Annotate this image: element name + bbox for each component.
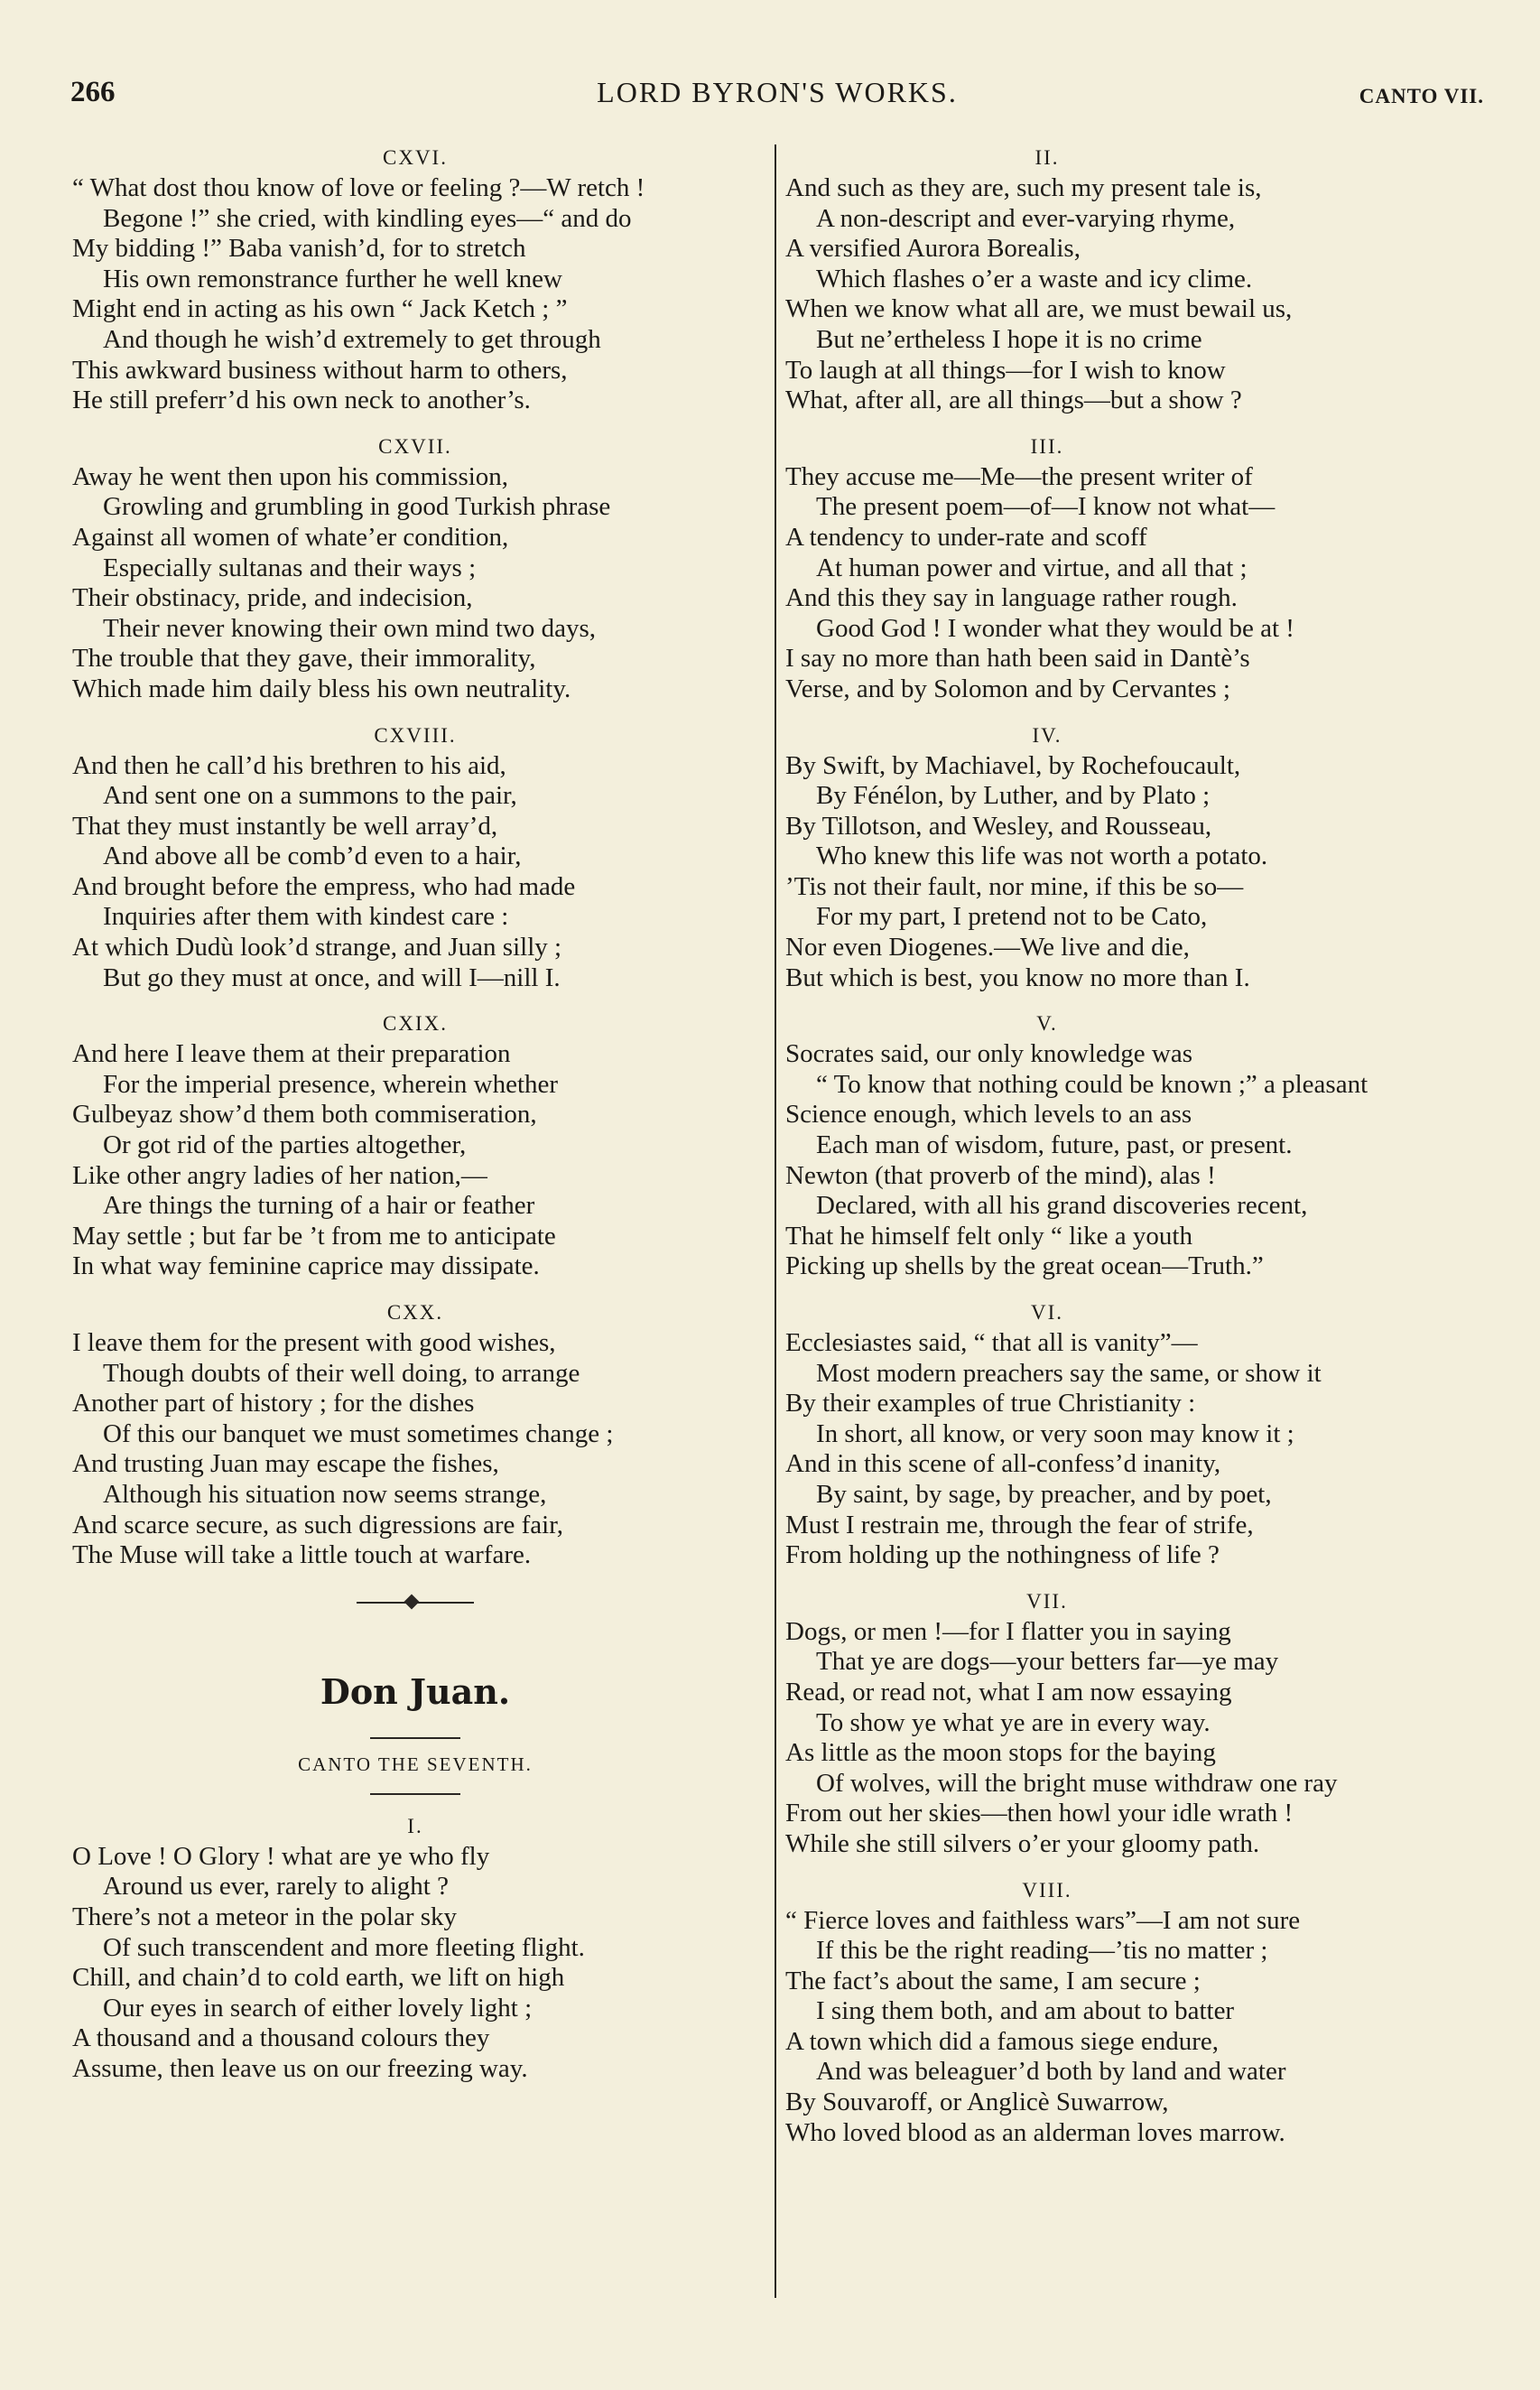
verse-line: To laugh at all things—for I wish to know: [785, 355, 1226, 385]
verse-line: Are things the turning of a hair or feather: [103, 1191, 535, 1221]
verse-line: A thousand and a thousand colours they: [72, 2023, 490, 2053]
verse-line: Might end in acting as his own “ Jack Ketch ; ”: [72, 294, 568, 324]
stanza: [72, 721, 758, 994]
left-stanzas-canto-seven: [72, 1811, 758, 2085]
verse-line: At which Dudù look’d strange, and Juan silly ;: [72, 933, 562, 963]
stanza-gap: [785, 1860, 1498, 1875]
verse-line: The fact’s about the same, I am secure ;: [785, 1966, 1201, 1995]
verse-line: For the imperial presence, wherein whether: [103, 1069, 559, 1099]
stanza-number: VI.: [1030, 1301, 1064, 1324]
verse-line: And such as they are, such my present tale is,: [785, 173, 1262, 202]
verse-line: From holding up the nothingness of life ?: [785, 1540, 1220, 1570]
verse-line: Who loved blood as an alderman loves marrow.: [785, 2117, 1285, 2147]
page-header: [70, 76, 1484, 121]
verse-line: And scarce secure, as such digressions are fair,: [72, 1510, 563, 1539]
verse-line: In what way feminine caprice may dissipate.: [72, 1251, 540, 1281]
verse-line: And in this scene of all-confess’d inanity,: [785, 1449, 1221, 1479]
stanza-number: CXVII.: [378, 434, 452, 458]
verse-line: What, after all, are all things—but a show ?: [785, 386, 1242, 415]
right-stanzas: [785, 143, 1498, 2148]
verse-line: And sent one on a summons to the pair,: [103, 781, 517, 811]
stanza-number: CXX.: [386, 1301, 444, 1324]
verse-line: There’s not a meteor in the polar sky: [72, 1902, 458, 1931]
verse-line: May settle ; but far be ’t from me to anticipate: [72, 1221, 556, 1251]
verse-line: I leave them for the present with good wishes,: [72, 1328, 556, 1357]
verse-line: Especially sultanas and their ways ;: [103, 553, 477, 582]
stanza: [72, 432, 758, 705]
verse-line: By Swift, by Machiavel, by Rochefoucault,: [785, 750, 1241, 780]
verse-line: This awkward business without harm to others,: [72, 355, 568, 385]
verse-line: And here I leave them at their preparation: [72, 1039, 511, 1069]
verse-line: But go they must at once, and will I—nill I.: [103, 963, 561, 992]
verse-line: A town which did a famous siege endure,: [785, 2026, 1220, 2056]
stanza-gap: [785, 1282, 1498, 1297]
verse-line: Each man of wisdom, future, past, or present.: [816, 1130, 1293, 1160]
stanza-gap: [785, 416, 1498, 432]
stanza-number: VIII.: [1022, 1878, 1072, 1902]
verse-line: But ne’ertheless I hope it is no crime: [816, 324, 1202, 354]
verse-line: ’Tis not their fault, nor mine, if this be so—: [785, 871, 1244, 901]
left-column: [72, 143, 758, 2085]
verse-line: Most modern preachers say the same, or show it: [816, 1358, 1322, 1388]
stanza-number: CXVIII.: [374, 723, 457, 747]
verse-line: By Tillotson, and Wesley, and Rousseau,: [785, 811, 1212, 841]
verse-line: Dogs, or men !—for I flatter you in saying: [785, 1616, 1231, 1646]
stanza-gap: [72, 1282, 758, 1297]
verse-line: Away he went then upon his commission,: [72, 461, 509, 491]
poem-title: Don Juan.: [320, 1670, 511, 1712]
verse-line: To show ye what ye are in every way.: [816, 1707, 1211, 1737]
stanza-number: III.: [1030, 434, 1064, 458]
verse-line: A versified Aurora Borealis,: [785, 234, 1081, 264]
stanza: [785, 1875, 1498, 2149]
stanza: [785, 1297, 1498, 1571]
verse-line: From out her skies—then howl your idle wrath !: [785, 1799, 1294, 1828]
verse-line: The trouble that they gave, their immorality,: [72, 644, 536, 674]
verse-line: And this they say in language rather rough.: [785, 583, 1238, 613]
stanza-number: VII.: [1026, 1589, 1068, 1613]
verse-line: Begone !” she cried, with kindling eyes—“ and do: [103, 203, 632, 233]
stanza: [72, 1811, 758, 2085]
verse-line: By their examples of true Christianity :: [785, 1389, 1196, 1418]
canto-heading: [72, 1728, 758, 1811]
verse-line: O Love ! O Glory ! what are ye who fly: [72, 1841, 490, 1871]
verse-line: That they must instantly be well array’d,: [72, 811, 498, 841]
stanza-number: IV.: [1032, 723, 1062, 747]
rule-above-subtitle: [370, 1737, 460, 1739]
verse-line: But which is best, you know no more than I.: [785, 963, 1250, 992]
verse-line: Or got rid of the parties altogether,: [103, 1130, 467, 1160]
verse-line: That he himself felt only “ like a youth: [785, 1221, 1192, 1251]
verse-line: The Muse will take a little touch at warfare.: [72, 1540, 532, 1570]
column-divider: [775, 144, 776, 2298]
verse-line: Against all women of whate’er condition,: [72, 522, 509, 552]
stanza: [785, 432, 1498, 705]
verse-line: And then he call’d his brethren to his aid,: [72, 750, 506, 780]
verse-line: When we know what all are, we must bewail us,: [785, 294, 1293, 324]
verse-line: I say no more than hath been said in Dantè’s: [785, 644, 1250, 674]
stanza: [72, 143, 758, 416]
verse-line: For my part, I pretend not to be Cato,: [816, 902, 1208, 932]
stanza-gap: [72, 416, 758, 432]
verse-line: If this be the right reading—’tis no matter ;: [816, 1936, 1268, 1966]
verse-line: By Fénélon, by Luther, and by Plato ;: [816, 781, 1211, 811]
verse-line: Of wolves, will the bright muse withdraw one ray: [816, 1768, 1338, 1798]
ornament-diamond: [404, 1594, 420, 1609]
canto-label: CANTO VII.: [1359, 85, 1484, 107]
stanza: [72, 1009, 758, 1282]
verse-line: Science enough, which levels to an ass: [785, 1100, 1192, 1130]
verse-line: While she still silvers o’er your gloomy path.: [785, 1828, 1260, 1858]
verse-line: Assume, then leave us on our freezing way.: [72, 2053, 528, 2083]
stanza-number: V.: [1036, 1012, 1058, 1036]
verse-line: In short, all know, or very soon may know it ;: [816, 1418, 1294, 1448]
verse-line: And was beleaguer’d both by land and water: [816, 2057, 1286, 2087]
verse-line: Socrates said, our only knowledge was: [785, 1039, 1193, 1069]
stanza: [785, 721, 1498, 994]
verse-line: Who knew this life was not worth a potato.: [816, 842, 1268, 871]
stanza: [785, 1009, 1498, 1282]
stanza: [785, 143, 1498, 416]
verse-line: Their never knowing their own mind two days,: [103, 613, 597, 643]
verse-line: Ecclesiastes said, “ that all is vanity”—: [785, 1328, 1198, 1357]
verse-line: Around us ever, rarely to alight ?: [103, 1872, 449, 1902]
stanza-gap: [72, 993, 758, 1009]
stanza-gap: [785, 1571, 1498, 1586]
verse-line: Gulbeyaz show’d them both commiseration,: [72, 1100, 537, 1130]
stanza-number: CXIX.: [383, 1012, 448, 1036]
verse-line: And brought before the empress, who had made: [72, 871, 576, 901]
verse-line: Which flashes o’er a waste and icy clime.: [816, 264, 1253, 293]
verse-line: And though he wish’d extremely to get through: [103, 324, 601, 354]
verse-line: Read, or read not, what I am now essaying: [785, 1677, 1232, 1706]
stanza-gap: [785, 705, 1498, 721]
verse-line: Though doubts of their well doing, to arrange: [103, 1358, 580, 1388]
verse-line: He still preferr’d his own neck to another’s.: [72, 386, 531, 415]
stanza-number: CXVI.: [383, 146, 448, 169]
running-title: LORD BYRON'S WORKS.: [597, 76, 958, 108]
page-number: 266: [70, 76, 116, 108]
verse-line: As little as the moon stops for the baying: [785, 1738, 1216, 1768]
stanza-gap: [72, 705, 758, 721]
verse-line: Another part of history ; for the dishes: [72, 1389, 475, 1418]
verse-line: At human power and virtue, and all that ;: [816, 553, 1248, 582]
section-ornament: [72, 1571, 758, 1634]
verse-line: Although his situation now seems strange,: [103, 1479, 547, 1509]
verse-line: Which made him daily bless his own neutrality.: [72, 674, 571, 703]
verse-line: Nor even Diogenes.—We live and die,: [785, 933, 1190, 963]
verse-line: Picking up shells by the great ocean—Truth.”: [785, 1251, 1264, 1281]
verse-line: Must I restrain me, through the fear of strife,: [785, 1510, 1254, 1539]
verse-line: And trusting Juan may escape the fishes,: [72, 1449, 499, 1479]
verse-line: Good God ! I wonder what they would be at !: [816, 613, 1294, 643]
verse-line: That ye are dogs—your betters far—ye may: [816, 1647, 1279, 1677]
stanza-number: II.: [1034, 146, 1060, 169]
verse-line: Chill, and chain’d to cold earth, we lift on high: [72, 1963, 565, 1993]
verse-line: And above all be comb’d even to a hair,: [103, 842, 522, 871]
verse-line: “ To know that nothing could be known ;” a pleasant: [816, 1069, 1368, 1099]
verse-line: Declared, with all his grand discoveries recent,: [816, 1191, 1308, 1221]
verse-line: Like other angry ladies of her nation,—: [72, 1160, 487, 1190]
verse-line: “ What dost thou know of love or feeling ?—W retch !: [72, 173, 645, 202]
verse-line: They accuse me—Me—the present writer of: [785, 461, 1253, 491]
verse-line: Newton (that proverb of the mind), alas !: [785, 1160, 1216, 1190]
canto-subtitle: CANTO THE SEVENTH.: [298, 1753, 533, 1775]
verse-line: Our eyes in search of either lovely light ;: [103, 1993, 533, 2023]
verse-line: Inquiries after them with kindest care :: [103, 902, 509, 932]
verse-line: Verse, and by Solomon and by Cervantes ;: [785, 674, 1230, 703]
left-stanzas: [72, 143, 758, 1571]
verse-line: A non-descript and ever-varying rhyme,: [816, 203, 1236, 233]
verse-line: Of this our banquet we must sometimes change ;: [103, 1418, 614, 1448]
verse-line: “ Fierce loves and faithless wars”—I am not sure: [785, 1905, 1301, 1935]
verse-line: Growling and grumbling in good Turkish phrase: [103, 492, 611, 522]
verse-line: By Souvaroff, or Anglicè Suwarrow,: [785, 2088, 1169, 2117]
stanza-gap: [785, 993, 1498, 1009]
stanza-number: I.: [407, 1814, 423, 1837]
verse-line: Of such transcendent and more fleeting flight.: [103, 1932, 585, 1962]
verse-line: Their obstinacy, pride, and indecision,: [72, 583, 473, 613]
verse-line: I sing them both, and am about to batter: [816, 1996, 1235, 2026]
verse-line: A tendency to under-rate and scoff: [785, 522, 1147, 552]
right-column: [785, 143, 1498, 2148]
rule-below-subtitle: [370, 1793, 460, 1795]
stanza: [72, 1297, 758, 1571]
verse-line: My bidding !” Baba vanish’d, for to stretch: [72, 234, 526, 264]
verse-line: By saint, by sage, by preacher, and by poet,: [816, 1479, 1272, 1509]
verse-line: The present poem—of—I know not what—: [816, 492, 1276, 522]
stanza: [785, 1586, 1498, 1860]
verse-line: His own remonstrance further he well knew: [103, 264, 562, 293]
